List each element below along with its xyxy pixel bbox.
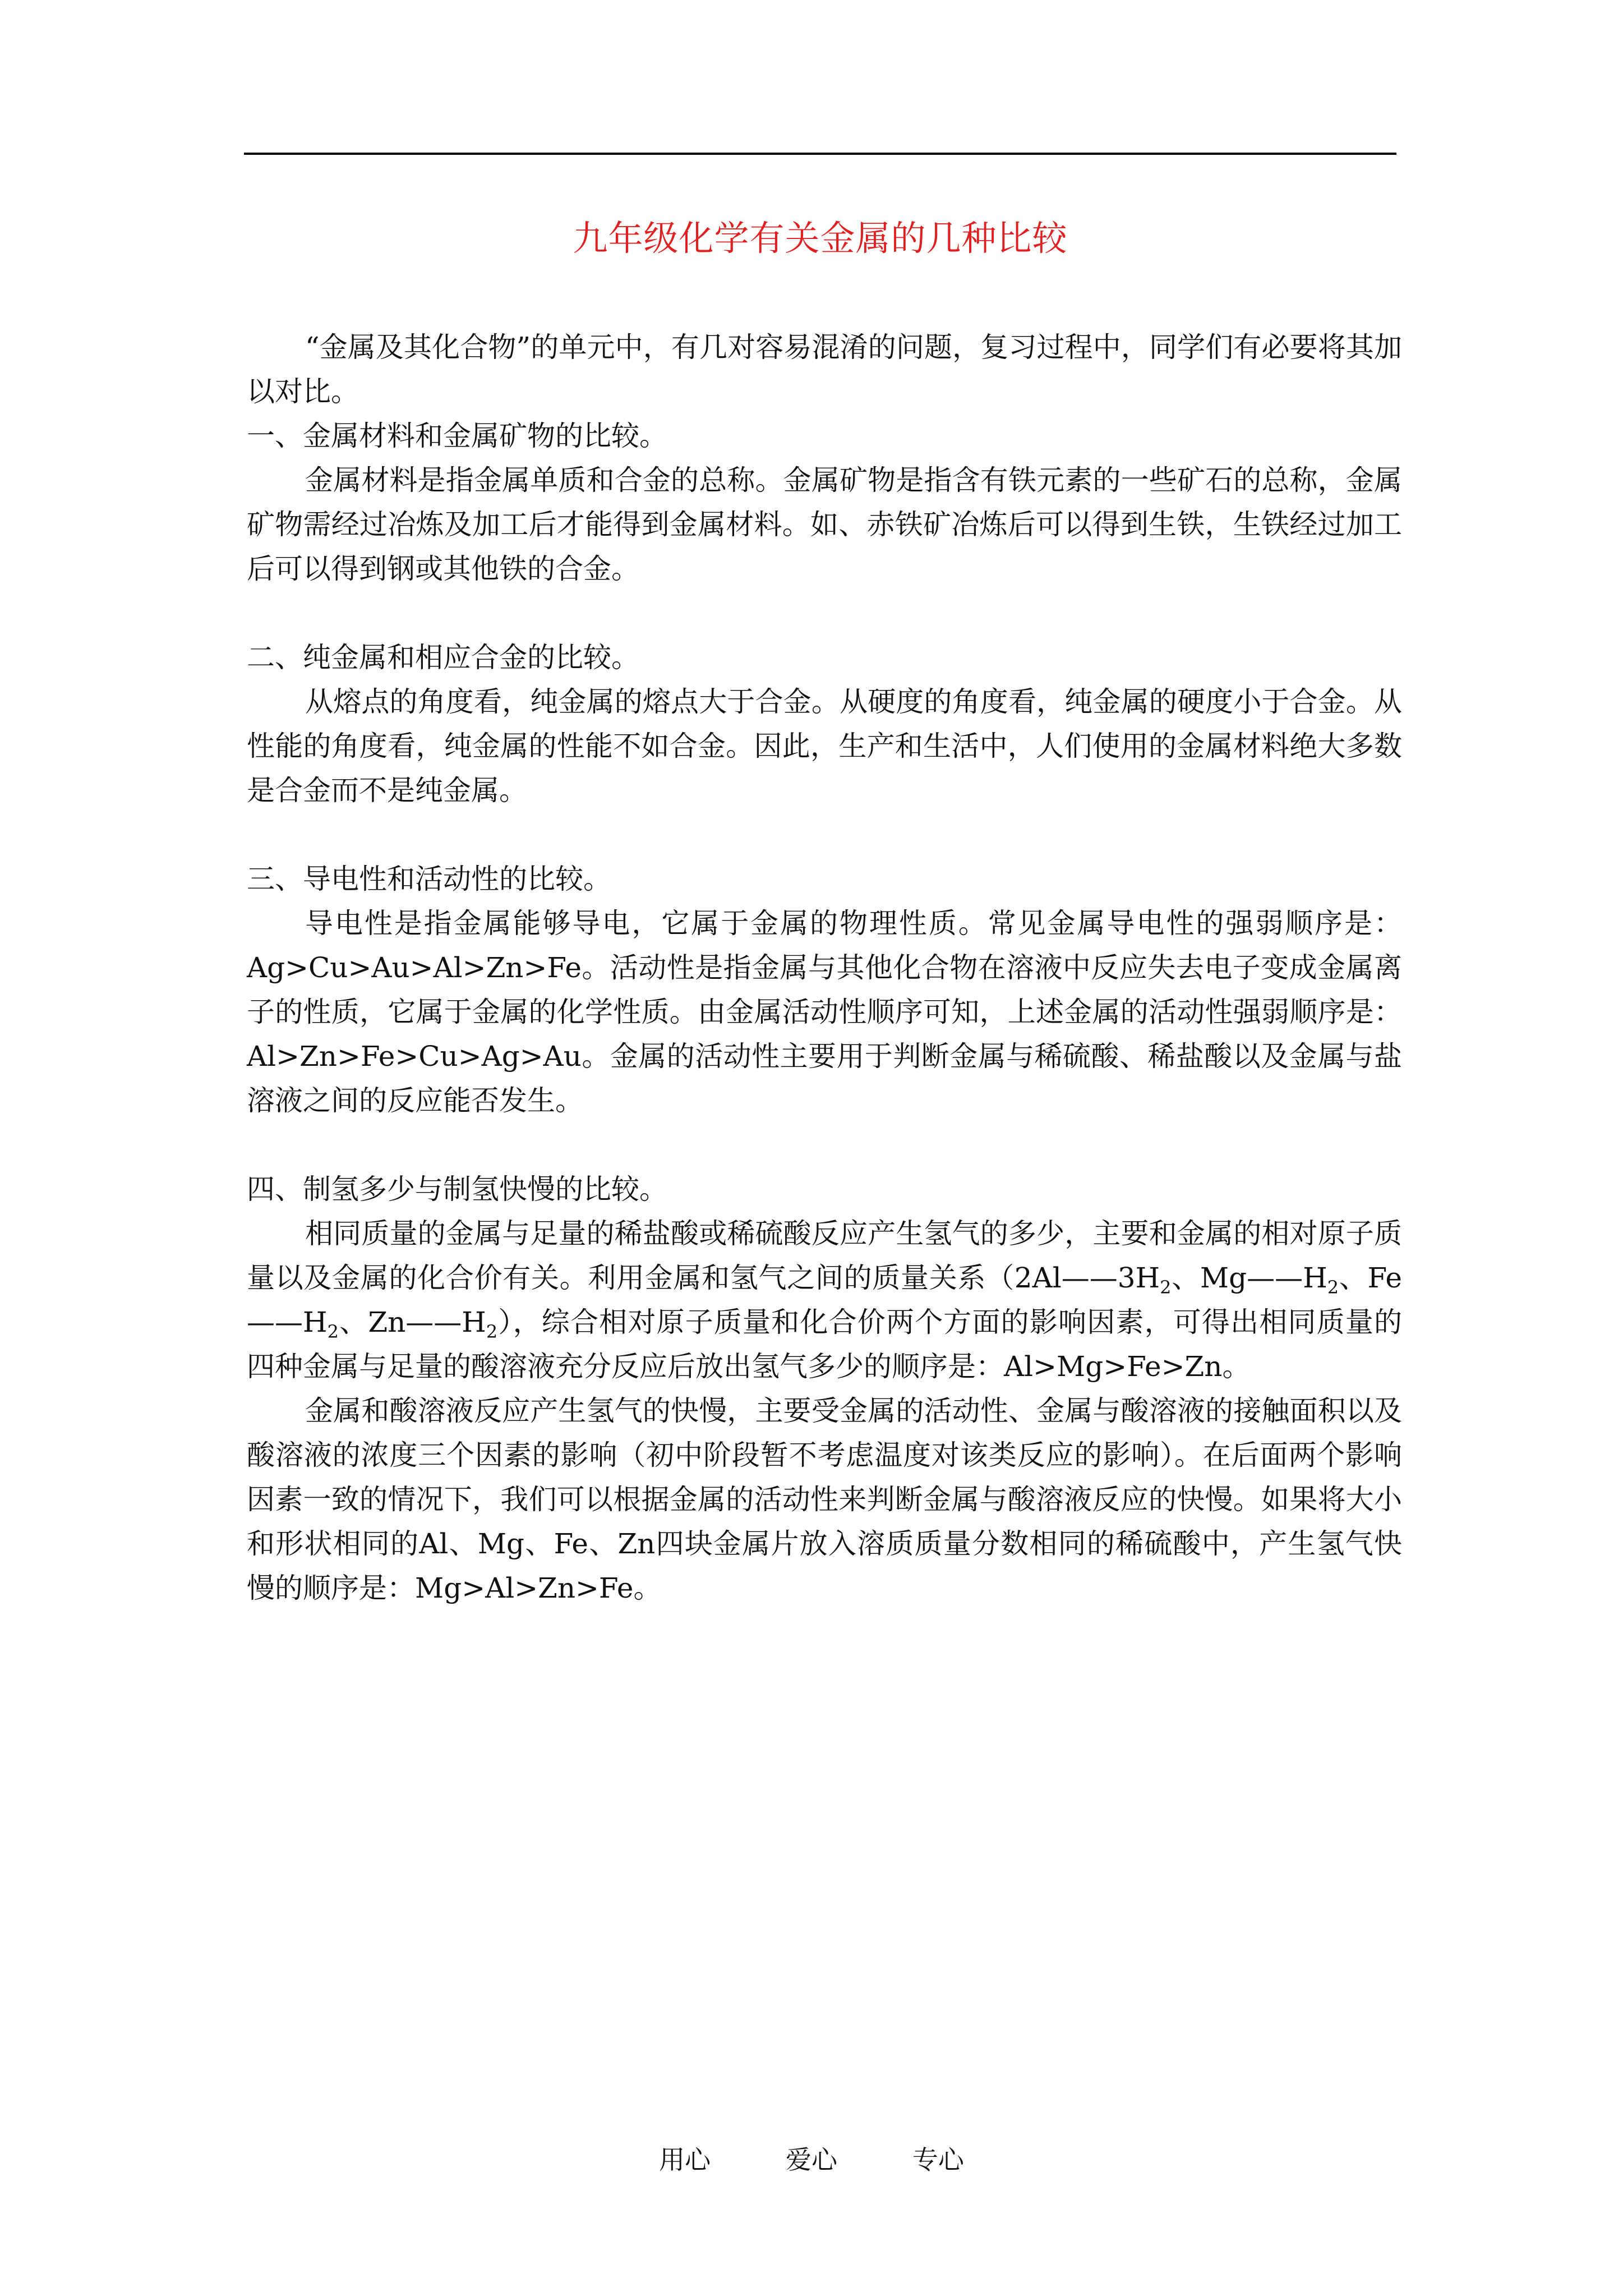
spacer: [247, 813, 1402, 857]
document-body: [247, 325, 1402, 1611]
subscript: 2: [1327, 1277, 1339, 1298]
document-title: 九年级化学有关金属的几种比较: [573, 218, 1068, 259]
text-run: 、Zn——H: [338, 1306, 486, 1338]
section-3-paragraph: 导电性是指金属能够导电，它属于金属的物理性质。常见金属导电性的强弱顺序是：Ag>Cu>Au>Al>Zn>Fe。活动性是指金属与其他化合物在溶液中反应失去电子变成金属离子的性质，它属于金属的化学性质。由金属活动性顺序可知，上述金属的活动性强弱顺序是：Al>Zn>Fe>Cu>Ag>Au。金属的活动性主要用于判断金属与稀硫酸、稀盐酸以及金属与盐溶液之间的反应能否发生。: [247, 907, 1402, 1117]
section-4-paragraph-2: 金属和酸溶液反应产生氢气的快慢，主要受金属的活动性、金属与酸溶液的接触面积以及酸溶液的浓度三个因素的影响（初中阶段暂不考虑温度对该类反应的影响）。在后面两个影响因素一致的情况下，我们可以根据金属的活动性来判断金属与酸溶液反应的快慢。如果将大小和形状相同的Al、Mg、Fe、Zn四块金属片放入溶质质量分数相同的稀硫酸中，产生氢气快慢的顺序是：Mg>Al>Zn>Fe。: [247, 1395, 1402, 1604]
page-footer: 用心 爱心 专心: [659, 2145, 964, 2175]
section-1-paragraph: 金属材料是指金属单质和合金的总称。金属矿物是指含有铁元素的一些矿石的总称，金属矿物需经过冶炼及加工后才能得到金属材料。如、赤铁矿冶炼后可以得到生铁，生铁经过加工后可以得到钢或其他铁的合金。: [247, 464, 1402, 585]
text-run: 相同质量的金属与足量的稀盐酸或稀硫酸反应产生氢气的多少，主要和金属的相对原子质量以及金属的化合价有关。利用金属和氢气之间的质量关系（2Al——3H: [247, 1217, 1402, 1294]
header-rule: [244, 153, 1396, 155]
intro-paragraph: “金属及其化合物”的单元中，有几对容易混淆的问题，复习过程中，同学们有必要将其加以对比。: [247, 331, 1402, 408]
text-run: 、Mg——H: [1171, 1262, 1327, 1294]
text-run: 、Fe——H: [247, 1262, 1402, 1338]
spacer: [247, 1123, 1402, 1167]
subscript: 2: [327, 1321, 339, 1342]
section-2-heading: 二、纯金属和相应合金的比较。: [247, 641, 639, 674]
subscript: 2: [1160, 1277, 1172, 1298]
subscript: 2: [486, 1321, 498, 1342]
section-1-heading: 一、金属材料和金属矿物的比较。: [247, 420, 667, 452]
section-3-heading: 三、导电性和活动性的比较。: [247, 863, 611, 895]
section-2-paragraph: 从熔点的角度看，纯金属的熔点大于合金。从硬度的角度看，纯金属的硬度小于合金。从性能的角度看，纯金属的性能不如合金。因此，生产和生活中，人们使用的金属材料绝大多数是合金而不是纯金属。: [247, 685, 1402, 807]
section-4-paragraph-1: [247, 1212, 1402, 1389]
text-run: ），综合相对原子质量和化合价两个方面的影响因素，可得出相同质量的四种金属与足量的酸溶液充分反应后放出氢气多少的顺序是：Al>Mg>Fe>Zn。: [247, 1306, 1403, 1383]
spacer: [247, 591, 1402, 636]
section-4-heading: 四、制氢多少与制氢快慢的比较。: [247, 1173, 667, 1205]
